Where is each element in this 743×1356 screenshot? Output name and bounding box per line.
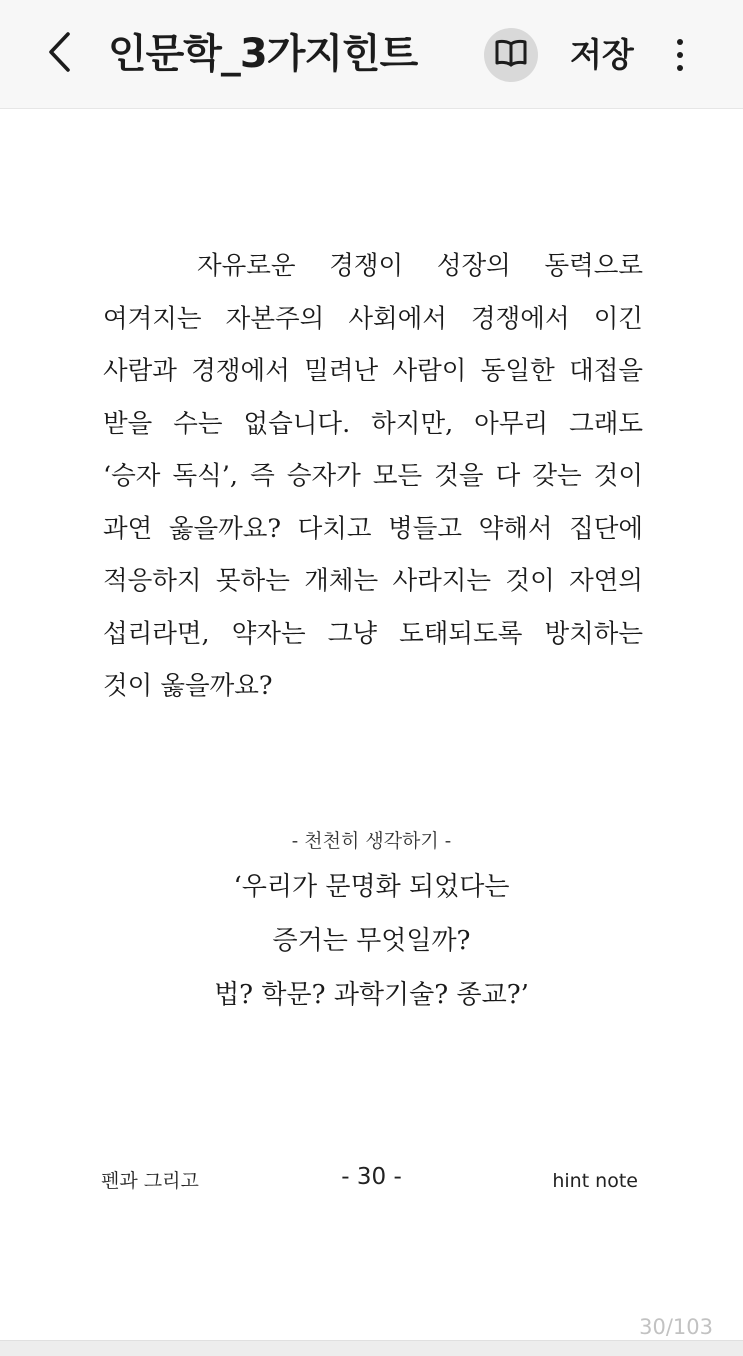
book-open-icon [494, 39, 528, 71]
back-button[interactable] [38, 30, 82, 78]
reader-mode-button[interactable] [484, 28, 538, 82]
top-app-bar [0, 0, 743, 109]
chevron-left-icon [46, 31, 74, 77]
quote-block [0, 860, 743, 1022]
vertical-dots-icon [677, 39, 683, 45]
quote-line: 법? 학문? 과학기술? 종교?’ [214, 980, 529, 1010]
footer-left-text: 펜과 그리고 [101, 1170, 199, 1192]
quote-line: 증거는 무엇일까? [272, 926, 471, 956]
quote-line: ‘우리가 문명화 되었다는 [233, 872, 510, 902]
more-options-button[interactable] [666, 30, 694, 80]
save-button[interactable]: 저장 [570, 35, 634, 74]
post-title: 인문학_3가지힌트 [108, 31, 418, 77]
footer-right-text: hint note [552, 1170, 638, 1192]
body-paragraph: 자유로운 경쟁이 성장의 동력으로 여겨지는 자본주의 사회에서 경쟁에서 이긴 사람과 경쟁에서 밀려난 사람이 동일한 대접을 받을 수는 없습니다. 하지만, 아무리 그래도 ‘승자 독식’, 즉 승자가 모든 것을 다 갖는 것이 과연 옳을까요? 다치고 병들고 약해서 집단에 적응하지 못하는 개체는 사라지는 것이 자연의 섭리라면, 약자는 그냥 도태되도록 방치하는 것이 옳을까요? [103, 251, 643, 701]
bottom-bar [0, 1340, 743, 1356]
page-counter: 30/103 [639, 1315, 713, 1339]
footer-page-number: - 30 - [341, 1164, 402, 1190]
think-heading: - 천천히 생각하기 - [291, 830, 452, 852]
